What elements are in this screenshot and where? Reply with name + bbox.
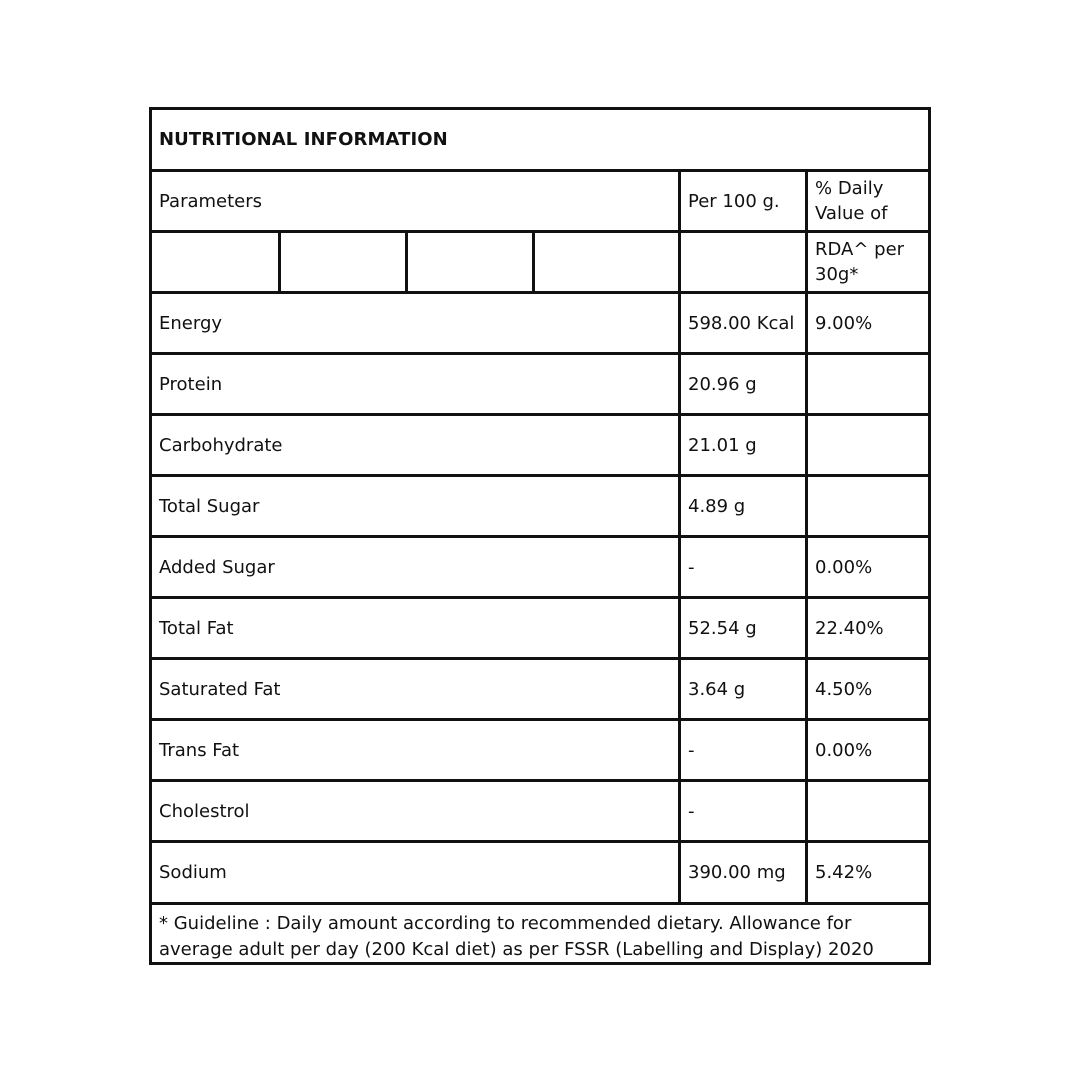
- table-row: [152, 599, 928, 660]
- empty-cell: [152, 233, 278, 291]
- per100-cell: 390.00 mg: [678, 843, 805, 902]
- per100-cell: 3.64 g: [678, 660, 805, 718]
- per100-cell: -: [678, 721, 805, 779]
- empty-cell: [532, 233, 678, 291]
- per100-cell: 20.96 g: [678, 355, 805, 413]
- daily-cell: 22.40%: [805, 599, 928, 657]
- table-row: [152, 294, 928, 355]
- subheader-row: [152, 233, 928, 294]
- rda-header: [805, 233, 928, 291]
- table-row: [152, 782, 928, 843]
- per100-cell: 598.00 Kcal: [678, 294, 805, 352]
- table-title: NUTRITIONAL INFORMATION: [159, 129, 448, 150]
- footnote-row: [152, 905, 928, 962]
- parameter-cell: Carbohydrate: [159, 434, 283, 456]
- empty-cell: [278, 233, 405, 291]
- per100-cell: -: [678, 782, 805, 840]
- parameter-cell: Saturated Fat: [159, 678, 281, 700]
- daily-cell: [805, 477, 928, 535]
- daily-cell: 0.00%: [805, 538, 928, 596]
- table-row: [152, 538, 928, 599]
- daily-cell: 9.00%: [805, 294, 928, 352]
- daily-value-header: [805, 172, 928, 230]
- daily-value-header-line1: % Daily: [815, 178, 884, 199]
- table-row: [152, 416, 928, 477]
- parameter-cell: Protein: [159, 373, 223, 395]
- table-row: [152, 660, 928, 721]
- nutrition-table: [149, 107, 931, 965]
- parameter-cell: Cholestrol: [159, 800, 250, 822]
- parameter-cell: Energy: [159, 312, 223, 334]
- per100-header: Per 100 g.: [678, 172, 805, 230]
- parameter-cell: Trans Fat: [159, 739, 240, 761]
- parameter-cell: Added Sugar: [159, 556, 275, 578]
- empty-cell: [678, 233, 805, 291]
- table-row: [152, 721, 928, 782]
- rda-header-line2: 30g*: [815, 264, 859, 285]
- rda-header-line1: RDA^ per: [815, 239, 905, 260]
- header-row: [152, 172, 928, 233]
- footnote-text: * Guideline : Daily amount according to recommended dietary. Allowance for average adult per day (200 Kcal diet) as per FSSR (Labelling and Display) 2020: [159, 913, 874, 960]
- table-row: [152, 355, 928, 416]
- parameter-cell: Sodium: [159, 862, 227, 883]
- daily-cell: [805, 355, 928, 413]
- parameters-header: Parameters: [159, 190, 263, 212]
- daily-cell: 4.50%: [805, 660, 928, 718]
- daily-cell: [805, 416, 928, 474]
- per100-cell: 52.54 g: [678, 599, 805, 657]
- per100-cell: 4.89 g: [678, 477, 805, 535]
- parameter-cell: Total Sugar: [159, 495, 260, 517]
- daily-value-header-line2: Value of: [815, 203, 888, 224]
- empty-cell: [405, 233, 532, 291]
- table-row: [152, 477, 928, 538]
- daily-cell: [805, 782, 928, 840]
- title-row: [152, 110, 928, 172]
- daily-cell: 5.42%: [805, 843, 928, 902]
- per100-cell: 21.01 g: [678, 416, 805, 474]
- per100-cell: -: [678, 538, 805, 596]
- daily-cell: 0.00%: [805, 721, 928, 779]
- parameter-cell: Total Fat: [159, 617, 234, 639]
- table-row: [152, 843, 928, 905]
